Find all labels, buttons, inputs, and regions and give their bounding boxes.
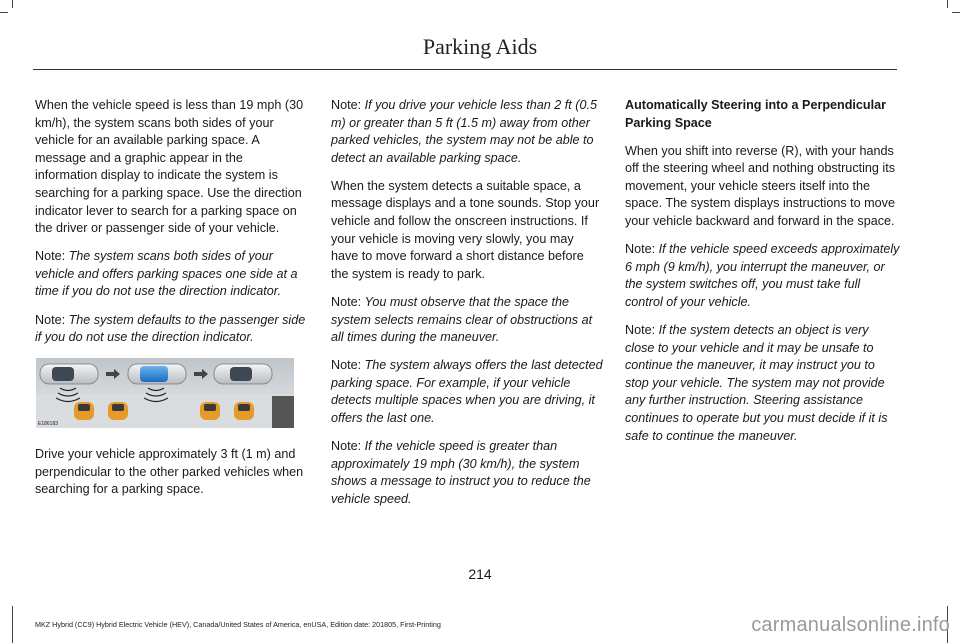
page-title: Parking Aids <box>422 34 538 59</box>
note-text: If the vehicle speed exceeds approximately 6 mph (9 km/h), you interrupt the maneuver, or the system switches off, you must take full control of your vehicle. <box>625 242 900 309</box>
crop-mark <box>12 606 13 643</box>
edition-footer: MKZ Hybrid (CC9) Hybrid Electric Vehicle (HEV), Canada/United States of America, enUSA, Edition date: 201805, First-Printing <box>35 620 441 629</box>
body-paragraph: When the vehicle speed is less than 19 mph (30 km/h), the system scans both sides of your vehicle for an available parking space. A message and a graphic appear in the information display to indicate the system is searching for a parking space. Use the direction indicator lever to search for a parking space on the driver or passenger side of your vehicle. <box>35 98 304 236</box>
note-label: Note: <box>331 358 362 373</box>
figure-code: E186183 <box>38 421 59 427</box>
watermark: carmanualsonline.info <box>751 614 950 636</box>
note-label: Note: <box>331 98 362 112</box>
note-paragraph <box>331 97 603 167</box>
crop-mark <box>12 0 13 8</box>
note-paragraph <box>625 322 900 445</box>
parking-scan-svg <box>36 358 294 428</box>
note-paragraph <box>331 438 603 508</box>
left-column <box>35 97 307 357</box>
scanning-car-icon <box>128 364 186 384</box>
note-text: The system defaults to the passenger side if you do not use the direction indicator. <box>35 312 306 345</box>
body-paragraph: When the system detects a suitable space, a message displays and a tone sounds. Stop your vehicle and follow the onscreen instructions. If your vehicle is moving very slowly, you may have to move forward a short distance before the system is ready to park. <box>331 178 600 281</box>
section-heading: Automatically Steering into a Perpendicular Parking Space <box>625 98 887 130</box>
note-label: Note: <box>625 242 656 257</box>
crop-mark <box>0 12 8 13</box>
note-label: Note: <box>35 249 66 264</box>
parked-car-icon <box>40 364 98 384</box>
note-label: Note: <box>35 312 66 327</box>
header-divider <box>33 69 897 70</box>
note-label: Note: <box>331 439 362 454</box>
note-paragraph <box>331 294 603 347</box>
note-text: You must observe that the space the system selects remains clear of obstructions at all times during the maneuver. <box>331 294 593 345</box>
note-text: The system scans both sides of your vehicle and offers parking spaces one side at a time if you do not use the direction indicator. <box>35 249 298 299</box>
note-label: Note: <box>331 294 362 309</box>
crop-mark <box>947 0 948 8</box>
note-text: If the vehicle speed is greater than approximately 19 mph (30 km/h), the system shows a message to instruct you to reduce the vehicle speed. <box>331 439 591 506</box>
note-text: The system always offers the last detected parking space. For example, if your vehicle detects multiple spaces when you are driving, it offers the last one. <box>331 358 603 425</box>
right-column <box>625 97 900 456</box>
note-label: Note: <box>625 323 656 338</box>
body-paragraph: When you shift into reverse (R), with your hands off the steering wheel and nothing obstructing its movement, your vehicle steers itself into the space. The system displays instructions to move your vehicle backward and forward in the space. <box>625 143 896 229</box>
parking-scan-illustration <box>36 358 294 428</box>
parked-car-icon <box>214 364 272 384</box>
note-paragraph <box>625 241 900 311</box>
left-column-lower <box>35 446 307 509</box>
page-number: 214 <box>468 566 492 582</box>
middle-column <box>331 97 603 519</box>
note-paragraph <box>35 312 307 347</box>
note-text: If the system detects an object is very close to your vehicle and it may be unsafe to continue the maneuver, it may instruct you to stop your vehicle. The system may not provide any further instruction. Steering assistance continues to operate but you must decide if it is safe to continue the maneuver. <box>625 323 888 443</box>
note-text: If you drive your vehicle less than 2 ft (0.5 m) or greater than 5 ft (1.5 m) away from other parked vehicles, the system may not be able to detect an available parking space. <box>331 98 598 165</box>
crop-mark <box>952 12 960 13</box>
body-paragraph: Drive your vehicle approximately 3 ft (1 m) and perpendicular to the other parked vehicles when searching for a parking space. <box>35 447 304 497</box>
note-paragraph <box>35 248 307 301</box>
note-paragraph <box>331 357 603 427</box>
